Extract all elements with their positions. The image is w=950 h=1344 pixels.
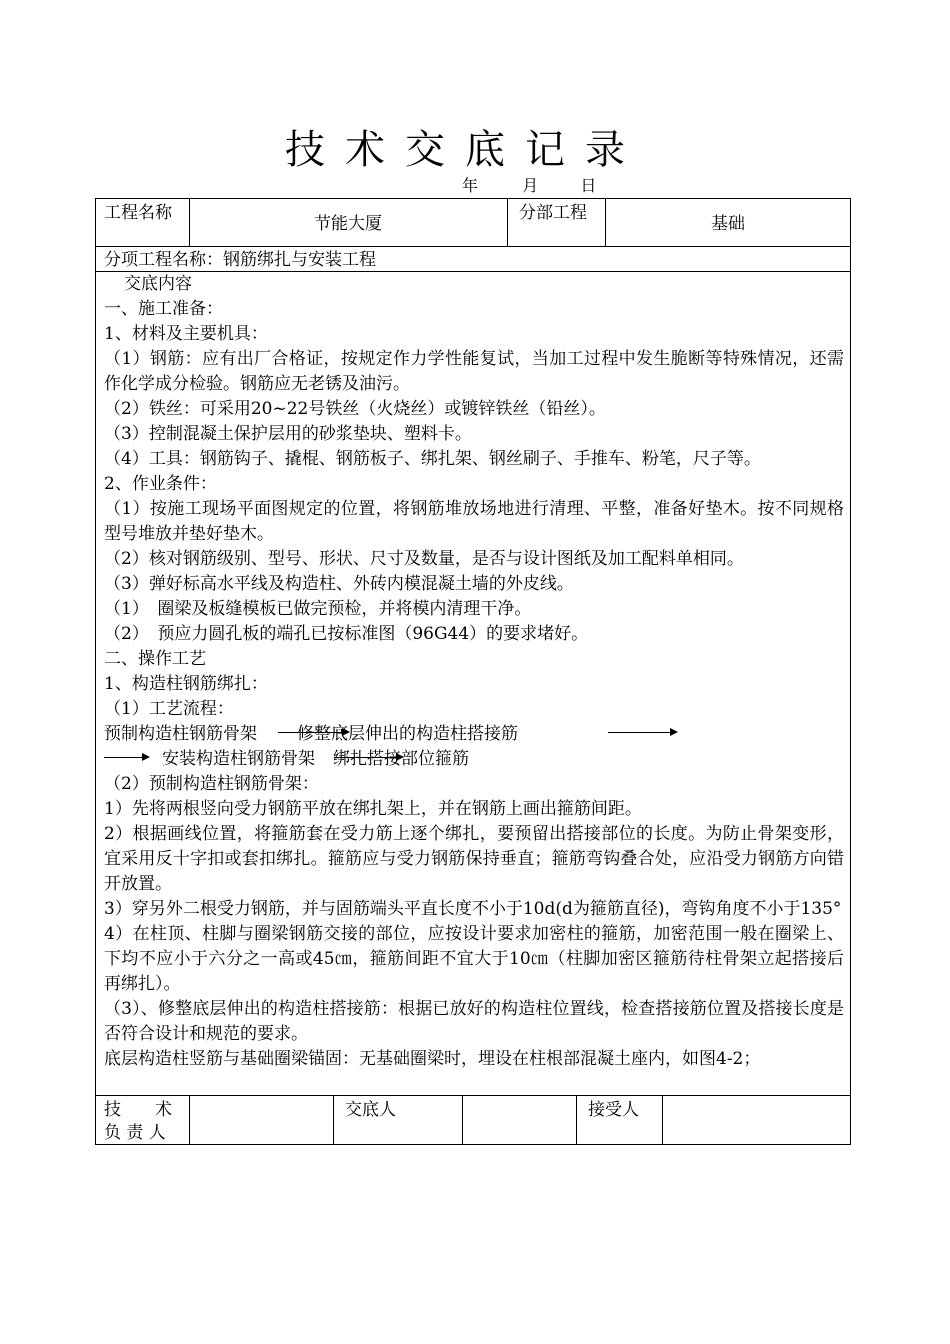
flow-step-4: 绑扎搭接部位箍筋 [333, 749, 469, 769]
content-line: 底层构造柱竖筋与基础圈梁锚固：无基础圈梁时，埋设在柱根部混凝土座内，如图4-2； [104, 1049, 761, 1069]
flow-arrow-icon [334, 757, 398, 758]
date-day: 日 [580, 176, 597, 195]
content-line: （2） 预应力圆孔板的端孔已按标准图（96G44）的要求堵好。 [104, 624, 589, 644]
content-line: 2、作业条件： [104, 474, 217, 494]
content-line: 二、操作工艺 [104, 649, 206, 669]
subproject-label: 分部工程 [519, 203, 587, 223]
content-line: 1、材料及主要机具： [104, 324, 268, 344]
project-name-value: 节能大厦 [314, 214, 382, 234]
flow-row-2 [104, 747, 844, 772]
tech-lead-label-line2: 负 责 人 [104, 1123, 166, 1143]
flow-row-1 [104, 722, 844, 747]
flow-step-2: 修整底层伸出的构造柱搭接筋 [297, 724, 518, 744]
content-line: （1）工艺流程： [104, 699, 234, 719]
flow-arrow-icon [104, 757, 144, 758]
content-line: 1、构造柱钢筋绑扎： [104, 674, 268, 694]
receiver-label: 接受人 [588, 1100, 639, 1120]
date-line [462, 176, 596, 196]
content-line: 3）穿另外二根受力钢筋，并与固筋端头平直长度不小于10d(d为箍筋直径)，弯钩角度不小于135° [104, 899, 842, 919]
content-line: （2）铁丝：可采用20~22号铁丝（火烧丝）或镀锌铁丝（铅丝）。 [104, 399, 606, 419]
flow-step-3: 安装构造柱钢筋骨架 [162, 749, 315, 769]
content-line: （4）工具：钢筋钩子、撬棍、钢筋板子、绑扎架、钢丝刷子、手推车、粉笔，尺子等。 [104, 449, 761, 469]
content-line: （1）按施工现场平面图规定的位置，将钢筋堆放场地进行清理、平整，准备好垫木。按不同规格型号堆放并垫好垫木。 [104, 499, 844, 544]
flow-step-1: 预制构造柱钢筋骨架 [104, 724, 257, 744]
subproject-value: 基础 [711, 214, 745, 234]
content-line: 1）先将两根竖向受力钢筋平放在绑扎架上，并在钢筋上画出箍筋间距。 [104, 799, 642, 819]
content-heading: 交底内容 [124, 274, 192, 294]
content-line: （3）、修整底层伸出的构造柱搭接筋：根据已放好的构造柱位置线，检查搭接筋位置及搭接长度是否符合设计和规范的要求。 [104, 999, 844, 1044]
content-line: （3）控制混凝土保护层用的砂浆垫块、塑料卡。 [104, 424, 472, 444]
disclosure-content [104, 272, 844, 1072]
discloser-label: 交底人 [345, 1100, 396, 1120]
date-year: 年 [462, 176, 479, 195]
date-month: 月 [522, 176, 539, 195]
content-line: 一、施工准备： [104, 299, 223, 319]
content-line: 2）根据画线位置，将箍筋套在受力筋上逐个绑扎，要预留出搭接部位的长度。为防止骨架变形，宜采用反十字扣或套扣绑扎。箍筋应与受力钢筋保持垂直；箍筋弯钩叠合处，应沿受力钢筋方向错开放置。 [104, 824, 844, 894]
tech-lead-label-line1: 技 术 [104, 1100, 172, 1120]
content-line: （3）弹好标高水平线及构造柱、外砖内模混凝土墙的外皮线。 [104, 574, 574, 594]
item-name: 分项工程名称：钢筋绑扎与安装工程 [104, 250, 376, 270]
content-line: （1） 圈梁及板缝模板已做完预检，并将模内清理干净。 [104, 599, 532, 619]
content-line: 4）在柱顶、柱脚与圈梁钢筋交接的部位，应按设计要求加密柱的箍筋，加密范围一般在圈梁上、下均不应小于六分之一高或45㎝，箍筋间距不宜大于10㎝（柱脚加密区箍筋待柱骨架立起搭接后再绑扎）。 [104, 924, 844, 994]
page-title: 技术交底记录 [285, 127, 645, 173]
flow-arrow-icon [278, 732, 344, 733]
project-name-label: 工程名称 [104, 203, 172, 223]
flow-arrow-icon [608, 732, 672, 733]
content-line: （2）预制构造柱钢筋骨架： [104, 774, 319, 794]
content-line: （2）核对钢筋级别、型号、形状、尺寸及数量，是否与设计图纸及加工配料单相同。 [104, 549, 744, 569]
content-line: （1）钢筋：应有出厂合格证，按规定作力学性能复试，当加工过程中发生脆断等特殊情况，还需作化学成分检验。钢筋应无老锈及油污。 [104, 349, 844, 394]
